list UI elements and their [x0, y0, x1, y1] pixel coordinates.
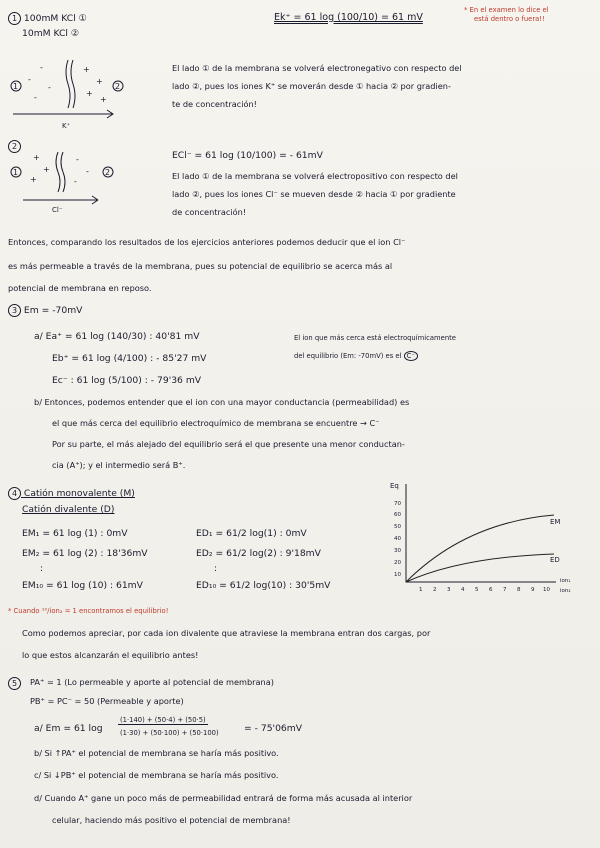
y-tick: 50: [394, 524, 401, 530]
svg-text:2: 2: [105, 168, 111, 177]
chart-y-title: Eq: [390, 482, 399, 490]
q3-b-line-3: Por su parte, el más alejado del equilibrio será el que presente una menor conductan-: [52, 439, 405, 449]
q3-side-note-2-text: del equilibrio (Em: -70mV) es el: [294, 352, 402, 360]
q4-d-dots: :: [214, 563, 218, 574]
svg-text:-: -: [76, 155, 79, 164]
q1-text-line-1: El lado ① de la membrana se volverá electronegativo con respecto del: [172, 63, 462, 73]
svg-text:-: -: [34, 93, 37, 102]
svg-text:+: +: [86, 89, 93, 98]
q2-conclusion-line-2: es más permeable a través de la membrana, pues su potencial de equilibrio se acerca más al: [8, 261, 393, 271]
q4-d-eq-3: ED₁₀ = 61/2 log(10) : 30'5mV: [196, 580, 331, 591]
svg-text:+: +: [43, 165, 50, 174]
svg-text:-: -: [74, 177, 77, 186]
q4-m-eq-3: EM₁₀ = 61 log (10) : 61mV: [22, 580, 143, 591]
solution-1-concentration: 100mM KCl ①: [23, 13, 87, 24]
y-tick: 40: [394, 536, 401, 542]
q2-conclusion-line-3: potencial de membrana en reposo.: [8, 283, 152, 293]
curve-ed-label: ED: [550, 556, 560, 564]
chart-axes: [406, 484, 556, 582]
q5-d-line-1: d/ Cuando A⁺ gane un poco más de permeabilidad entrará de forma más acusada al interior: [34, 793, 413, 803]
x-tick: 7: [503, 587, 507, 593]
q2-text-line-1: El lado ① de la membrana se volverá electropositivo con respecto del: [172, 171, 458, 181]
divalent-heading: Catión divalente (D): [22, 504, 115, 515]
q4-d-eq-2: ED₂ = 61/2 log(2) : 9'18mV: [196, 548, 321, 559]
question-number: 4: [8, 487, 21, 500]
x-title-bottom: ion₂: [560, 588, 571, 594]
q3-b-line-4: cia (A⁺); y el intermedio será B⁺.: [52, 460, 186, 470]
curve-em: [406, 515, 554, 582]
svg-text:1: 1: [13, 82, 19, 91]
x-tick: 4: [461, 587, 465, 593]
q5-d-line-2: celular, haciendo más positivo el potencial de membrana!: [52, 815, 291, 825]
q4-m-dots: :: [40, 563, 44, 574]
question-4-header: [8, 487, 135, 500]
q3-a-eq-a: a/ Ea⁺ = 61 log (140/30) : 40'81 mV: [34, 331, 200, 342]
curve-em-label: EM: [550, 518, 561, 526]
y-tick: 10: [394, 572, 401, 578]
svg-text:-: -: [48, 83, 51, 92]
red-note-line-2: está dentro o fuera!!: [474, 15, 545, 23]
q4-equilibrium-note: * Cuando ¹⁰/ion₂ = 1 encontramos el equilibrio!: [8, 607, 169, 615]
question-number: 2: [8, 140, 21, 153]
x-tick: 2: [433, 587, 437, 593]
question-3-header: [8, 304, 82, 317]
x-tick: 1: [419, 587, 423, 593]
red-note-line-1: * En el examen lo dice el: [464, 6, 549, 14]
q3-a-eq-c: Ec⁻ : 61 log (5/100) : - 79'36 mV: [52, 375, 202, 386]
q2-text-line-2: lado ②, pues los iones Cl⁻ se mueven desde ② hacia ① por gradiente: [172, 189, 456, 199]
curve-ed: [406, 554, 554, 582]
membrane-diagram-k: [8, 54, 138, 132]
svg-text:+: +: [30, 175, 37, 184]
svg-text:-: -: [40, 63, 43, 72]
q2-conclusion-line-1: Entonces, comparando los resultados de los ejercicios anteriores podemos deducir que el ion Cl⁻: [8, 237, 406, 247]
q2-text-line-3: de concentración!: [172, 207, 247, 217]
svg-text:-: -: [28, 75, 31, 84]
x-tick: 3: [447, 587, 451, 593]
q5-a-lhs: a/ Em = 61 log: [34, 723, 103, 734]
x-tick: 10: [543, 587, 550, 593]
svg-text:2: 2: [115, 82, 121, 91]
membrane-diagram-cl: [8, 148, 118, 214]
question-number: 5: [8, 677, 21, 690]
q5-pa: PA⁺ = 1 (Lo permeable y aporte al potencial de membrana): [30, 677, 274, 687]
q5-a-numerator: (1·140) + (50·4) + (50·5): [120, 716, 206, 724]
q4-d-eq-1: ED₁ = 61/2 log(1) : 0mV: [196, 528, 307, 539]
q3-b-line-1: b/ Entonces, podemos entender que el ion con una mayor conductancia (permeabilidad) es: [34, 397, 410, 407]
x-tick: 5: [475, 587, 479, 593]
q4-conclusion-line-1: Como podemos apreciar, por cada ion divalente que atraviese la membrana entran dos cargas, por: [22, 628, 431, 638]
question-number: 1: [8, 12, 21, 25]
svg-text:1: 1: [13, 168, 19, 177]
svg-text:+: +: [83, 65, 90, 74]
q5-c: c/ Si ↓PB⁺ el potencial de membrana se haría más positivo.: [34, 770, 279, 780]
q1-text-line-2: lado ②, pues los iones K⁺ se moverán desde ① hacia ② por gradien-: [172, 81, 451, 91]
q5-a-denominator: (1·30) + (50·100) + (50·100): [120, 729, 219, 737]
equilibrium-potential-chart: [386, 478, 586, 606]
cl-ion-label: Cl⁻: [52, 206, 63, 214]
x-tick: 6: [489, 587, 493, 593]
q3-answer: C⁻: [404, 351, 418, 361]
q5-pb-pc: PB⁺ = PC⁻ = 50 (Permeable y aporte): [30, 696, 184, 706]
nernst-k-equation: Ek⁺ = 61 log (100/10) = 61 mV: [274, 12, 423, 23]
question-1-header: [8, 12, 87, 25]
q4-m-eq-2: EM₂ = 61 log (2) : 18'36mV: [22, 548, 148, 559]
x-tick: 8: [517, 587, 521, 593]
y-tick: 30: [394, 548, 401, 554]
svg-text:+: +: [33, 153, 40, 162]
q5-a-result: = - 75'06mV: [244, 723, 302, 734]
q3-side-note-2: [294, 352, 418, 360]
q4-conclusion-line-2: lo que estos alcanzarán el equilibrio antes!: [22, 650, 199, 660]
nernst-cl-equation: ECl⁻ = 61 log (10/100) = - 61mV: [172, 150, 323, 161]
q4-m-eq-1: EM₁ = 61 log (1) : 0mV: [22, 528, 128, 539]
question-number: 3: [8, 304, 21, 317]
y-tick: 60: [394, 512, 401, 518]
q5-b: b/ Si ↑PA⁺ el potencial de membrana se haría más positivo.: [34, 748, 279, 758]
x-tick: 9: [531, 587, 535, 593]
membrane-potential: Em = -70mV: [23, 305, 83, 316]
svg-text:+: +: [96, 77, 103, 86]
solution-2-concentration: 10mM KCl ②: [22, 28, 80, 39]
y-tick: 20: [394, 560, 401, 566]
k-ion-label: K⁺: [62, 122, 71, 130]
q3-a-eq-b: Eb⁺ = 61 log (4/100) : - 85'27 mV: [52, 353, 207, 364]
svg-text:+: +: [100, 95, 107, 104]
y-tick: 70: [394, 501, 401, 507]
q3-side-note-1: El ion que más cerca está electroquímicamente: [294, 334, 456, 342]
monovalent-heading: Catión monovalente (M): [23, 488, 135, 499]
x-title-top: ion₁: [560, 578, 571, 584]
q3-b-line-2: el que más cerca del equilibrio electroquímico de membrana se encuentre → C⁻: [52, 418, 380, 428]
q1-text-line-3: te de concentración!: [172, 99, 257, 109]
svg-text:-: -: [86, 167, 89, 176]
